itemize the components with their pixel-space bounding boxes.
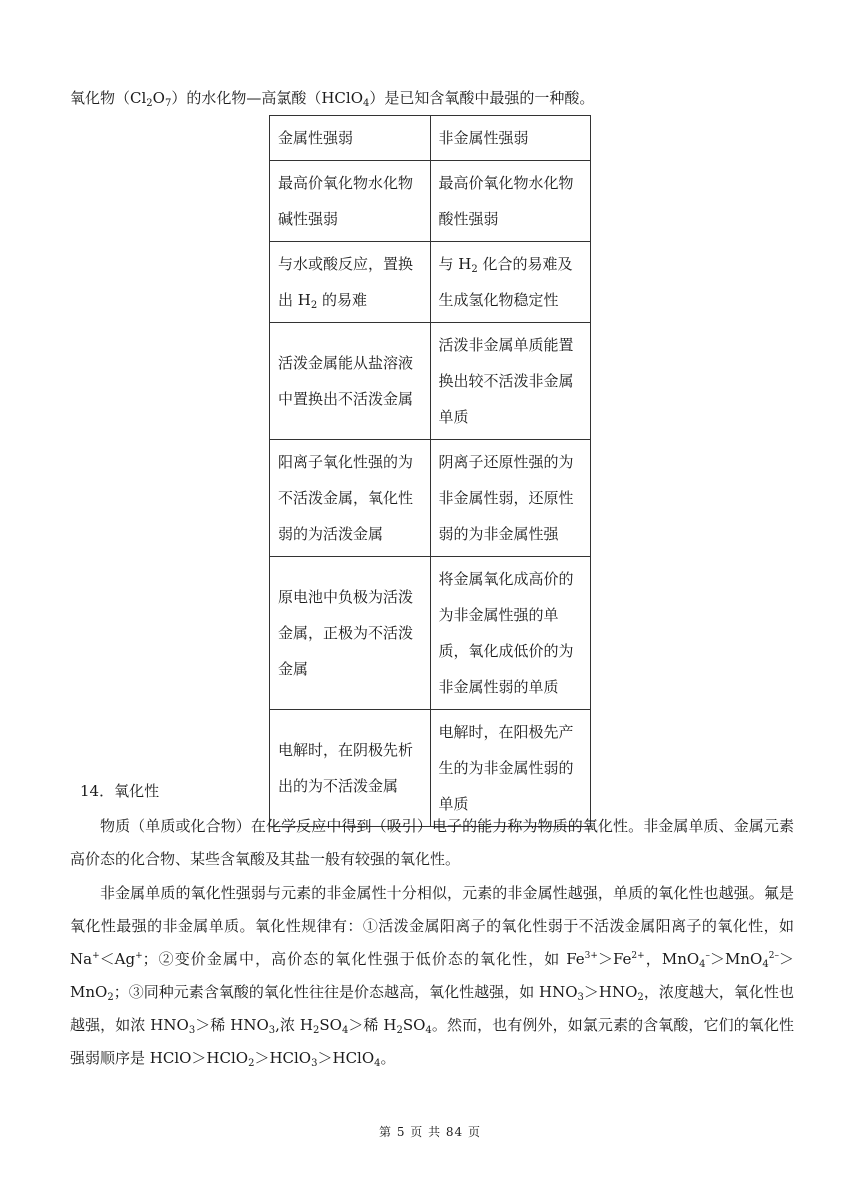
comparison-table: [269, 115, 591, 827]
table-row: [270, 161, 591, 242]
table-cell: 电解时，在阴极先析出的为不活泼金属: [270, 710, 431, 827]
table-cell: 原电池中负极为活泼金属，正极为不活泼金属: [270, 557, 431, 710]
paragraph-oxidizing-rules: 非金属单质的氧化性强弱与元素的非金属性十分相似，元素的非金属性越强，单质的氧化性也越强。氟是氧化性最强的非金属单质。氧化性规律有：①活泼金属阳离子的氧化性弱于不活泼金属阳离子的氧化性，如 Na+＜Ag+；②变价金属中，高价态的氧化性强于低价态的氧化性，如 $Fe^{3+}>Fe^{2+}$，MnO$_4$–＞MnO$_4^{2-}$＞MnO$_2$；③同种元素含氧酸的氧化性往往是价态越高，氧化性越强，如 $HNO_3>HNO_2$，浓度越大，氧化性也越强，如浓 $HNO_3>$稀 $HNO_3$,浓 $H_2SO_4>$稀 $H_2SO_4$。然而，也有例外，如氯元素的含氧酸，它们的氧化性强弱顺序是 HClO＞HClO$_2$＞HClO$_3$＞HClO$_4$。: [70, 884, 794, 1069]
table-cell: 活泼非金属单质能置换出较不活泼非金属单质: [430, 323, 591, 440]
table-cell: 与 $H_2$ 化合的易难及生成氢化物稳定性: [430, 242, 591, 323]
table-header-nonmetal: 非金属性强弱: [430, 116, 591, 161]
table-cell: 将金属氧化成高价的为非金属性强的单质，氧化成低价的为非金属性弱的单质: [430, 557, 591, 710]
section-heading: 14．氧化性: [80, 782, 160, 800]
table-cell: 阳离子氧化性强的为不活泼金属，氧化性弱的为活泼金属: [270, 440, 431, 557]
paragraph-oxidizing-definition: 物质（单质或化合物）在化学反应中得到（吸引）电子的能力称为物质的氧化性。非金属单质、金属元素高价态的化合物、某些含氧酸及其盐一般有较强的氧化性。: [70, 817, 794, 868]
table-row: [270, 710, 591, 827]
table-cell: 阴离子还原性强的为非金属性弱，还原性弱的为非金属性强: [430, 440, 591, 557]
table-cell: 与水或酸反应，置换出 $H_2$ 的易难: [270, 242, 431, 323]
table-cell: 电解时，在阳极先产生的为非金属性弱的单质: [430, 710, 591, 827]
table-row: [270, 557, 591, 710]
table-cell: 最高价氧化物水化物酸性强弱: [430, 161, 591, 242]
table-cell: 最高价氧化物水化物碱性强弱: [270, 161, 431, 242]
table-row: [270, 440, 591, 557]
table-row: [270, 323, 591, 440]
table-cell: 活泼金属能从盐溶液中置换出不活泼金属: [270, 323, 431, 440]
page-footer: 第 5 页 共 84 页: [379, 1125, 481, 1139]
table-row: [270, 116, 591, 161]
intro-sentence: 氧化物$(Cl_2O_7)$的水化物—高氯酸（HClO$_4$）是已知含氧酸中最强的一种酸。: [70, 89, 595, 109]
table-row: [270, 242, 591, 323]
table-header-metal: 金属性强弱: [270, 116, 431, 161]
